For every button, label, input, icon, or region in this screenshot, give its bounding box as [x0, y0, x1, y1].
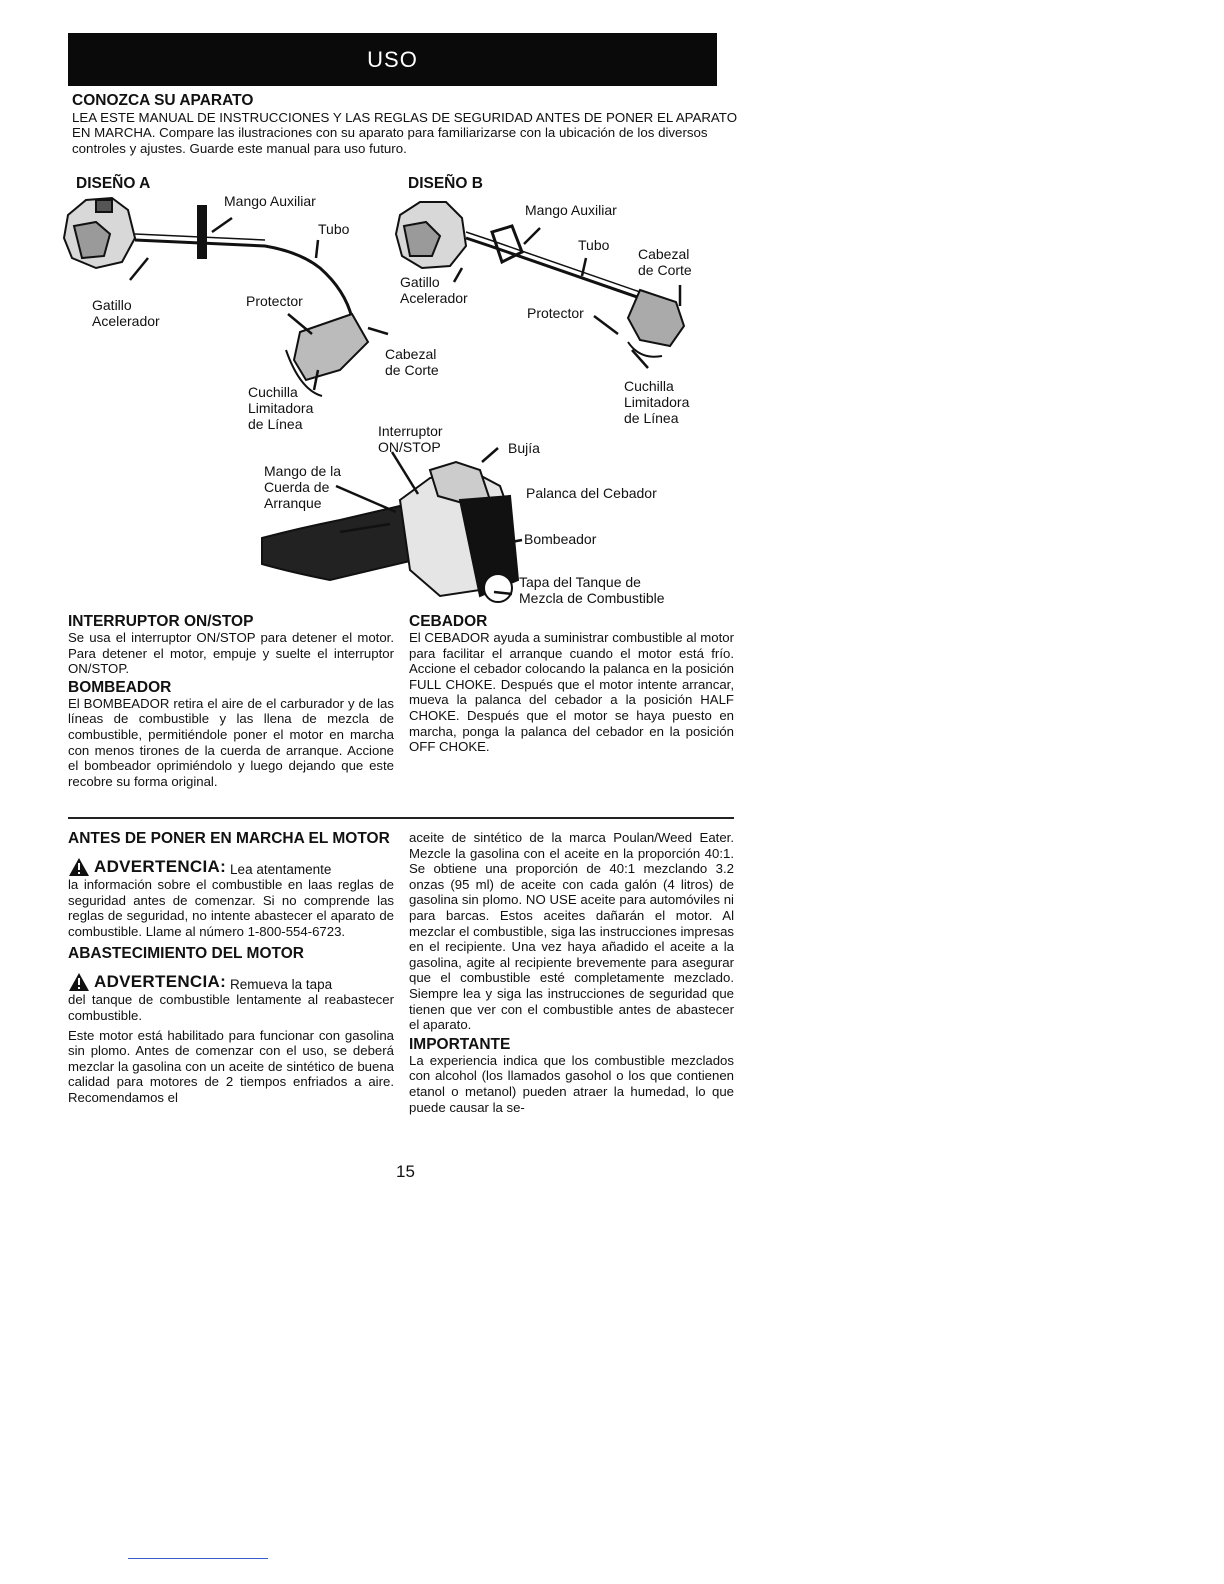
engine-label-interruptor: Interruptor — [378, 423, 443, 439]
design-a-title: DISEÑO A — [76, 175, 151, 192]
bombeador-text: El BOMBEADOR retira el aire de el carburador y de las líneas de combustible y las llena de mezcla de combustible, permitiéndole poner el motor en marcha con menos tirones de la cuerda de arranque. Accione el bombeador oprimiéndolo y luego dejando que este recobre su forma original. — [68, 695, 394, 789]
engine-label-bombeador: Bombeador — [524, 531, 597, 547]
aceite-text: aceite de sintético de la marca Poulan/Weed Eater. Mezcle la gasolina con el aceite en la proporción 40:1. Se obtiene una proporción de 40:1 mezclando 3.2 onzas (95 ml) de aceite con cada galón (4 litros) de gasolina sin plomo. NO USE aceite para automóviles ni para barcas. Estos aceites dañarán el motor. Al mezclar el combustible, siga las instrucciones impresas en el recipiente. Una vez haya añadido el aceite a la gasolina, agite al recipiente brevemente para asegurar que el combustible esté completamente mezclado. Siempre lea y siga las instrucciones de seguridad que tienen que ver con el combustible antes de abastecer el aparato. — [409, 830, 734, 1033]
abastecimiento-warning-text: del tanque de combustible lentamente al reabastecer combustible. — [68, 992, 394, 1023]
design-a-label-limitadora: Limitadora — [248, 400, 314, 416]
warning-triangle-icon — [68, 972, 90, 992]
intro-text: LEA ESTE MANUAL DE INSTRUCCIONES Y LAS REGLAS DE SEGURIDAD ANTES DE PONER EL APARATO EN MARCHA. Compare las ilustraciones con su aparato para familiarizarse con la ubicación de los diversos controles y ajustes. Guarde este manual para uso futuro. — [72, 110, 738, 156]
section-antes — [68, 830, 394, 1106]
cebador-heading: CEBADOR — [409, 613, 488, 630]
importante-text: La experiencia indica que los combustible mezclados con alcohol (los llamados gasohol o los que contienen etanol o metanol) pueden atraer la humedad, lo que puede causar la se- — [409, 1052, 734, 1115]
design-b-label-tubo: Tubo — [578, 237, 610, 253]
page-number: 15 — [396, 1162, 415, 1181]
engine-label-on-stop: ON/STOP — [378, 439, 441, 455]
design-a-label-gatillo: Gatillo — [92, 297, 132, 313]
design-b-label-cabezal: Cabezal — [638, 246, 690, 262]
footer-rule — [128, 1558, 268, 1559]
interruptor-heading: INTERRUPTOR ON/STOP — [68, 613, 254, 630]
section-interruptor — [68, 613, 394, 789]
design-b-label-limitadora: Limitadora — [624, 394, 690, 410]
design-b-label-gatillo: Gatillo — [400, 274, 440, 290]
section-aceite — [409, 830, 734, 1115]
design-a-label-protector: Protector — [246, 293, 303, 309]
design-b-label-de-corte: de Corte — [638, 262, 692, 278]
abastecimiento-text: Este motor está habilitado para funcionar con gasolina sin plomo. Antes de comenzar con el uso, se deberá mezclar la gasolina con un aceite de sintético de buena calidad para motores de 2 tiempos enfriados a aire. Recomendamos el — [68, 1027, 394, 1105]
design-b-title: DISEÑO B — [408, 175, 483, 192]
design-a-label-cabezal: Cabezal — [385, 346, 437, 362]
section-divider — [68, 817, 734, 819]
engine-label-palanca-cebador: Palanca del Cebador — [526, 485, 657, 501]
abastecimiento-warning-word: ADVERTENCIA: — [94, 972, 227, 992]
engine-label-arranque: Arranque — [264, 495, 322, 511]
intro-heading: CONOZCA SU APARATO — [72, 92, 254, 109]
antes-heading: ANTES DE PONER EN MARCHA EL MOTOR — [68, 830, 390, 847]
design-a-label-tubo: Tubo — [318, 221, 350, 237]
design-b-label-acelerador: Acelerador — [400, 290, 468, 306]
design-a-label-de-corte: de Corte — [385, 362, 439, 378]
engine-label-bujia: Bujía — [508, 440, 540, 456]
design-a-label-de-linea: de Línea — [248, 416, 303, 432]
section-title: USO — [367, 46, 418, 72]
design-b-label-cuchilla: Cuchilla — [624, 378, 674, 394]
antes-warning-first: Lea atentamente — [230, 862, 332, 877]
design-b-label-de-linea: de Línea — [624, 410, 679, 426]
antes-warning-text: la información sobre el combustible en laas reglas de seguridad antes de comenzar. Si no comprende las reglas de seguridad, no intente abastecer el aparato de combustible. Llame al número 1-800-554-6723. — [68, 877, 394, 939]
engine-label-mezcla-combustible: Mezcla de Combustible — [519, 590, 665, 606]
cebador-text: El CEBADOR ayuda a suministrar combustible al motor para facilitar el arranque cuando el motor está frío. Accione el cebador colocando la palanca en la posición FULL CHOKE. Después que el motor intente arrancar, mueva la palanca del cebador a la posición HALF CHOKE. Después que el motor se haya puesto en marcha, ponga la palanca del cebador en la posición OFF CHOKE. — [409, 630, 734, 755]
antes-warning-line — [68, 857, 394, 877]
design-b-label-mango-auxiliar: Mango Auxiliar — [525, 202, 617, 218]
engine-label-tapa-tanque: Tapa del Tanque de — [519, 574, 641, 590]
design-a-label-acelerador: Acelerador — [92, 313, 160, 329]
abastecimiento-warning-first: Remueva la tapa — [230, 977, 333, 993]
engine-label-mango-de-la: Mango de la — [264, 463, 342, 479]
abastecimiento-heading: ABASTECIMIENTO DEL MOTOR — [68, 945, 304, 963]
design-a-label-mango-auxiliar: Mango Auxiliar — [224, 193, 316, 209]
abastecimiento-warning-line — [68, 972, 394, 992]
bombeador-heading: BOMBEADOR — [68, 678, 172, 696]
importante-heading: IMPORTANTE — [409, 1035, 511, 1053]
section-cebador — [409, 613, 734, 755]
engine-label-cuerda-de: Cuerda de — [264, 479, 330, 495]
design-b-label-protector: Protector — [527, 305, 584, 321]
antes-warning-word: ADVERTENCIA: — [94, 857, 227, 876]
interruptor-text: Se usa el interruptor ON/STOP para detener el motor. Para detener el motor, empuje y suelte el interruptor ON/STOP. — [68, 630, 394, 677]
design-a-label-cuchilla: Cuchilla — [248, 384, 298, 400]
warning-triangle-icon — [68, 857, 90, 877]
